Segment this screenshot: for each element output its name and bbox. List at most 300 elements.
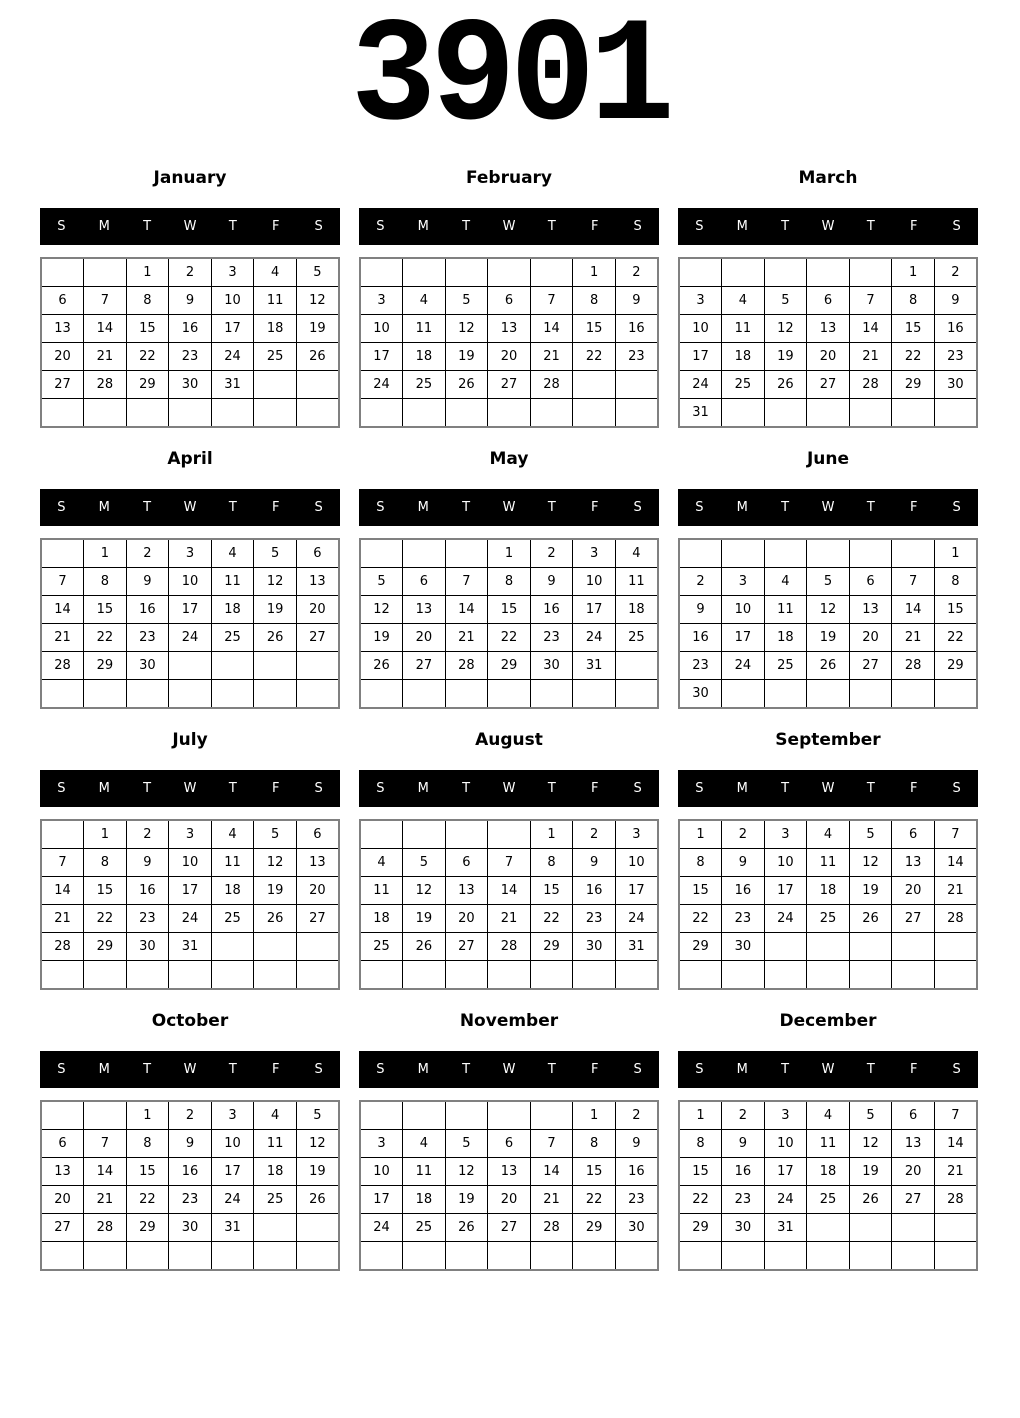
day-cell: 25 [807,1186,850,1214]
weekday-label: W [183,781,197,796]
day-cell: 18 [403,343,446,371]
weekday-label: M [98,500,110,515]
weekday-label: T [547,219,556,234]
week-row [360,652,658,680]
month-title: June [806,449,850,469]
week-row [360,343,658,371]
day-cell: 6 [296,820,339,849]
day-cell: 20 [488,1186,531,1214]
day-cell: 25 [211,905,254,933]
day-cell-empty [403,680,446,709]
day-cell: 10 [360,1158,403,1186]
day-cell-empty [296,680,339,709]
day-cell: 6 [488,1130,531,1158]
day-cell: 12 [849,849,892,877]
weekday-label: T [228,500,237,515]
month-title: April [167,449,213,469]
day-cell: 3 [573,539,616,568]
week-row [41,371,339,399]
weekday-label: F [271,781,280,796]
day-cell: 23 [126,905,169,933]
day-cell-empty [445,539,488,568]
weekday-label: T [866,781,875,796]
weekday-label: T [547,500,556,515]
days-grid [678,538,978,709]
day-cell-empty [254,1242,297,1271]
day-cell: 17 [169,596,212,624]
day-cell: 30 [126,933,169,961]
day-cell-empty [445,961,488,990]
day-cell: 9 [615,1130,658,1158]
week-row [679,399,977,428]
day-cell: 18 [722,343,765,371]
day-cell-empty [488,1101,531,1130]
day-cell: 14 [934,849,977,877]
day-cell: 12 [254,849,297,877]
day-cell: 21 [934,1158,977,1186]
days-grid [359,538,659,709]
day-cell: 4 [807,820,850,849]
day-cell: 7 [41,568,84,596]
day-cell: 22 [679,1186,722,1214]
day-cell: 25 [615,624,658,652]
week-row [360,849,658,877]
day-cell: 10 [764,849,807,877]
week-row [679,258,977,287]
day-cell-empty [488,399,531,428]
month-august [359,730,659,990]
week-row [360,877,658,905]
day-cell: 2 [679,568,722,596]
weekday-label: S [314,781,323,796]
day-cell: 16 [615,315,658,343]
day-cell: 15 [126,315,169,343]
weekday-header-bar [40,770,340,807]
day-cell: 4 [254,1101,297,1130]
day-cell: 24 [764,905,807,933]
day-cell: 15 [84,877,127,905]
day-cell-empty [360,680,403,709]
day-cell: 31 [573,652,616,680]
day-cell: 9 [573,849,616,877]
day-cell: 9 [169,287,212,315]
day-cell: 16 [126,877,169,905]
day-cell: 5 [296,1101,339,1130]
weekday-label: F [909,500,918,515]
weekday-header-bar [678,489,978,526]
day-cell: 19 [849,1158,892,1186]
day-cell: 6 [892,820,935,849]
day-cell-empty [934,933,977,961]
day-cell: 15 [488,596,531,624]
day-cell: 5 [849,820,892,849]
weekday-label: S [952,1062,961,1077]
month-july [40,730,340,990]
day-cell: 16 [615,1158,658,1186]
day-cell: 29 [892,371,935,399]
week-row [41,933,339,961]
day-cell: 24 [211,1186,254,1214]
day-cell: 11 [807,849,850,877]
day-cell: 19 [254,877,297,905]
day-cell: 23 [126,624,169,652]
week-row [41,1186,339,1214]
day-cell: 12 [360,596,403,624]
day-cell: 27 [296,905,339,933]
day-cell: 27 [403,652,446,680]
day-cell: 11 [764,596,807,624]
weekday-label: S [376,781,385,796]
months-grid [40,168,1020,1271]
day-cell: 21 [488,905,531,933]
day-cell: 9 [126,568,169,596]
day-cell-empty [934,1214,977,1242]
day-cell-empty [254,652,297,680]
day-cell: 18 [254,315,297,343]
day-cell-empty [360,820,403,849]
day-cell: 20 [403,624,446,652]
day-cell: 6 [849,568,892,596]
days-grid [359,257,659,428]
day-cell: 10 [679,315,722,343]
day-cell: 1 [530,820,573,849]
day-cell: 7 [530,1130,573,1158]
day-cell: 1 [934,539,977,568]
weekday-label: S [57,219,66,234]
week-row [679,1130,977,1158]
week-row [41,287,339,315]
weekday-label: M [98,219,110,234]
day-cell: 17 [573,596,616,624]
day-cell: 18 [807,1158,850,1186]
day-cell: 2 [615,258,658,287]
day-cell: 14 [41,596,84,624]
day-cell: 13 [892,849,935,877]
weekday-label: F [271,219,280,234]
day-cell: 5 [764,287,807,315]
day-cell-empty [445,680,488,709]
day-cell: 2 [573,820,616,849]
day-cell: 6 [488,287,531,315]
day-cell: 21 [41,905,84,933]
month-may [359,449,659,709]
day-cell: 2 [530,539,573,568]
day-cell-empty [360,399,403,428]
week-row [679,961,977,990]
weekday-label: W [502,781,516,796]
day-cell: 25 [403,1214,446,1242]
day-cell: 24 [722,652,765,680]
week-row [679,877,977,905]
day-cell: 23 [615,1186,658,1214]
week-row [360,624,658,652]
day-cell: 17 [679,343,722,371]
day-cell: 25 [254,1186,297,1214]
day-cell-empty [84,1101,127,1130]
day-cell-empty [445,1101,488,1130]
day-cell: 6 [403,568,446,596]
day-cell: 20 [296,596,339,624]
day-cell: 10 [722,596,765,624]
day-cell: 16 [169,1158,212,1186]
day-cell: 7 [488,849,531,877]
day-cell-empty [679,539,722,568]
day-cell: 24 [615,905,658,933]
day-cell: 19 [360,624,403,652]
weekday-label: M [736,1062,748,1077]
day-cell-empty [254,1214,297,1242]
day-cell: 24 [764,1186,807,1214]
day-cell: 6 [41,1130,84,1158]
day-cell: 19 [445,343,488,371]
day-cell: 31 [764,1214,807,1242]
day-cell: 3 [360,287,403,315]
day-cell-empty [296,652,339,680]
day-cell-empty [254,933,297,961]
week-row [41,877,339,905]
day-cell: 14 [488,877,531,905]
day-cell-empty [488,258,531,287]
day-cell: 19 [403,905,446,933]
day-cell: 9 [722,1130,765,1158]
month-march [678,168,978,428]
day-cell: 3 [679,287,722,315]
day-cell: 9 [126,849,169,877]
day-cell-empty [360,961,403,990]
day-cell-empty [360,539,403,568]
day-cell-empty [254,961,297,990]
day-cell-empty [530,1242,573,1271]
day-cell-empty [934,961,977,990]
day-cell: 30 [934,371,977,399]
weekday-header-bar [359,208,659,245]
day-cell: 13 [892,1130,935,1158]
day-cell: 30 [722,1214,765,1242]
weekday-label: T [228,219,237,234]
day-cell-empty [530,399,573,428]
day-cell: 21 [84,343,127,371]
day-cell: 19 [296,315,339,343]
week-row [360,1130,658,1158]
weekday-label: T [462,500,471,515]
day-cell: 9 [934,287,977,315]
day-cell-empty [892,961,935,990]
day-cell: 12 [849,1130,892,1158]
day-cell: 27 [892,1186,935,1214]
day-cell: 28 [934,905,977,933]
day-cell-empty [722,961,765,990]
weekday-label: M [736,500,748,515]
weekday-label: S [376,219,385,234]
week-row [679,933,977,961]
day-cell: 1 [126,1101,169,1130]
day-cell-empty [488,961,531,990]
week-row [360,1242,658,1271]
day-cell: 13 [488,315,531,343]
day-cell-empty [722,399,765,428]
day-cell-empty [296,1242,339,1271]
day-cell: 25 [807,905,850,933]
week-row [41,258,339,287]
day-cell: 16 [934,315,977,343]
day-cell: 11 [722,315,765,343]
day-cell: 8 [679,1130,722,1158]
week-row [41,905,339,933]
day-cell: 3 [211,1101,254,1130]
day-cell: 17 [764,877,807,905]
day-cell-empty [296,399,339,428]
weekday-header-bar [359,489,659,526]
week-row [679,343,977,371]
day-cell: 24 [360,1214,403,1242]
day-cell-empty [722,1242,765,1271]
weekday-label: W [183,1062,197,1077]
day-cell: 26 [403,933,446,961]
month-title: May [489,449,529,469]
day-cell: 28 [892,652,935,680]
week-row [679,680,977,709]
day-cell-empty [530,258,573,287]
day-cell: 28 [41,933,84,961]
month-november [359,1011,659,1271]
day-cell-empty [679,1242,722,1271]
weekday-label: W [821,1062,835,1077]
day-cell: 23 [722,905,765,933]
day-cell-empty [211,399,254,428]
day-cell: 28 [849,371,892,399]
week-row [360,905,658,933]
week-row [679,905,977,933]
day-cell: 6 [296,539,339,568]
day-cell-empty [615,399,658,428]
day-cell-empty [615,1242,658,1271]
week-row [679,652,977,680]
week-row [360,596,658,624]
day-cell-empty [296,371,339,399]
day-cell: 20 [849,624,892,652]
weekday-label: M [736,781,748,796]
year-title: 3901 [350,0,669,163]
weekday-label: W [821,781,835,796]
week-row [41,1158,339,1186]
day-cell: 30 [169,1214,212,1242]
day-cell: 21 [41,624,84,652]
day-cell: 30 [679,680,722,709]
day-cell: 11 [254,287,297,315]
day-cell-empty [41,258,84,287]
day-cell: 23 [169,343,212,371]
day-cell: 13 [296,568,339,596]
week-row [679,624,977,652]
day-cell-empty [403,961,446,990]
month-title: February [465,168,553,188]
day-cell-empty [211,1242,254,1271]
day-cell: 9 [679,596,722,624]
day-cell: 4 [211,539,254,568]
day-cell: 14 [445,596,488,624]
week-row [41,1214,339,1242]
day-cell: 23 [722,1186,765,1214]
day-cell: 21 [892,624,935,652]
day-cell: 8 [84,568,127,596]
day-cell: 23 [679,652,722,680]
day-cell-empty [169,399,212,428]
day-cell: 9 [169,1130,212,1158]
day-cell: 24 [360,371,403,399]
day-cell: 9 [530,568,573,596]
day-cell: 17 [211,1158,254,1186]
day-cell-empty [934,1242,977,1271]
weekday-label: M [417,500,429,515]
day-cell-empty [615,961,658,990]
day-cell-empty [403,399,446,428]
day-cell: 26 [849,1186,892,1214]
day-cell: 18 [360,905,403,933]
day-cell: 17 [764,1158,807,1186]
days-grid [359,819,659,990]
month-title: September [775,730,881,750]
day-cell: 22 [573,343,616,371]
weekday-label: T [228,1062,237,1077]
day-cell: 22 [573,1186,616,1214]
week-row [360,315,658,343]
weekday-label: M [417,219,429,234]
day-cell: 20 [807,343,850,371]
day-cell: 28 [530,1214,573,1242]
week-row [41,399,339,428]
week-row [679,1242,977,1271]
week-row [360,961,658,990]
day-cell: 26 [360,652,403,680]
day-cell: 14 [934,1130,977,1158]
day-cell: 21 [849,343,892,371]
day-cell-empty [849,961,892,990]
day-cell-empty [254,371,297,399]
day-cell-empty [892,399,935,428]
day-cell-empty [403,1101,446,1130]
weekday-label: S [57,500,66,515]
day-cell: 14 [84,315,127,343]
weekday-label: S [952,781,961,796]
day-cell-empty [764,933,807,961]
day-cell: 6 [807,287,850,315]
weekday-label: F [909,1062,918,1077]
weekday-label: M [417,781,429,796]
day-cell-empty [934,680,977,709]
day-cell: 18 [615,596,658,624]
weekday-label: W [183,219,197,234]
day-cell-empty [403,1242,446,1271]
day-cell: 15 [679,877,722,905]
day-cell-empty [403,820,446,849]
weekday-label: S [633,781,642,796]
day-cell: 4 [807,1101,850,1130]
day-cell-empty [169,680,212,709]
day-cell: 28 [530,371,573,399]
day-cell: 6 [892,1101,935,1130]
day-cell-empty [849,1242,892,1271]
weekday-label: T [143,781,152,796]
weekday-label: W [821,500,835,515]
day-cell: 20 [41,1186,84,1214]
day-cell: 23 [934,343,977,371]
week-row [360,287,658,315]
day-cell: 1 [488,539,531,568]
day-cell-empty [807,1214,850,1242]
day-cell: 12 [445,1158,488,1186]
week-row [679,596,977,624]
day-cell: 26 [445,1214,488,1242]
